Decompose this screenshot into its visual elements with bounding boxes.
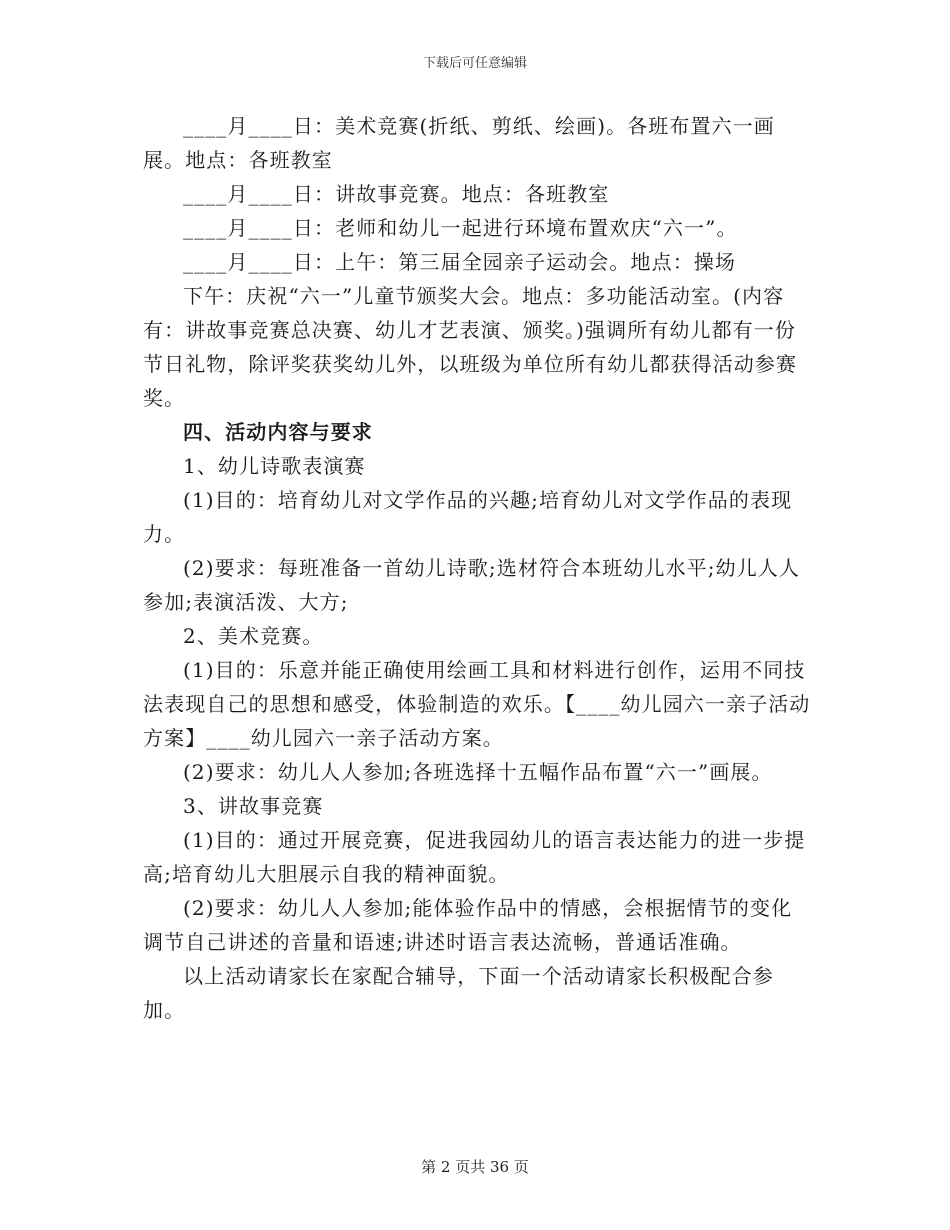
paragraph-art-requirement: (2)要求：幼儿人人参加;各班选择十五幅作品布置“六一”画展。	[183, 760, 773, 784]
paragraph-art-goal: (1)目的：乐意并能正确使用绘画工具和材料进行创作，运用不同技法表现自己的思想和感受，体验制造的欢乐。【____幼儿园六一亲子活动方案】____幼儿园六一亲子活动方案。	[143, 658, 811, 750]
subheading-poetry-contest: 1、幼儿诗歌表演赛	[183, 454, 366, 478]
paragraph-poetry-goal: (1)目的：培育幼儿对文学作品的兴趣;培育幼儿对文学作品的表现力。	[143, 488, 793, 546]
paragraph-sports-meet-date: ____月____日：上午：第三届全园亲子运动会。地点：操场	[183, 250, 736, 274]
paragraph-environment-date: ____月____日：老师和幼儿一起进行环境布置欢庆“六一”。	[183, 216, 738, 240]
document-body	[143, 109, 813, 1027]
subheading-art-contest: 2、美术竞赛。	[183, 624, 324, 648]
subheading-storytelling-contest: 3、讲故事竞赛	[183, 794, 324, 818]
paragraph-poetry-requirement: (2)要求：每班准备一首幼儿诗歌;选材符合本班幼儿水平;幼儿人人参加;表演活泼、大方;	[143, 556, 801, 614]
page-header: 下载后可任意编辑	[422, 56, 527, 71]
paragraph-storytelling-date: ____月____日：讲故事竞赛。地点：各班教室	[183, 182, 610, 206]
page-footer: 第 2 页共 36 页	[421, 1158, 529, 1176]
paragraph-storytelling-goal: (1)目的：通过开展竞赛，促进我园幼儿的语言表达能力的进一步提高;培育幼儿大胆展示自我的精神面貌。	[143, 828, 806, 886]
paragraph-parent-note: 以上活动请家长在家配合辅导，下面一个活动请家长积极配合参加。	[143, 964, 774, 1022]
paragraph-art-contest-date: ____月____日：美术竞赛(折纸、剪纸、绘画)。各班布置六一画展。地点：各班教室	[143, 114, 775, 172]
section-heading-activity-content: 四、活动内容与要求	[183, 420, 373, 444]
paragraph-award-ceremony: 下午：庆祝“六一”儿童节颁奖大会。地点：多功能活动室。(内容有：讲故事竞赛总决赛、幼儿才艺表演、颁奖。)强调所有幼儿都有一份节日礼物，除评奖获奖幼儿外，以班级为单位所有幼儿都获得活动参赛奖。	[143, 284, 798, 410]
paragraph-storytelling-requirement: (2)要求：幼儿人人参加;能体验作品中的情感，会根据情节的变化调节自己讲述的音量和语速;讲述时语言表达流畅，普通话准确。	[143, 896, 793, 954]
